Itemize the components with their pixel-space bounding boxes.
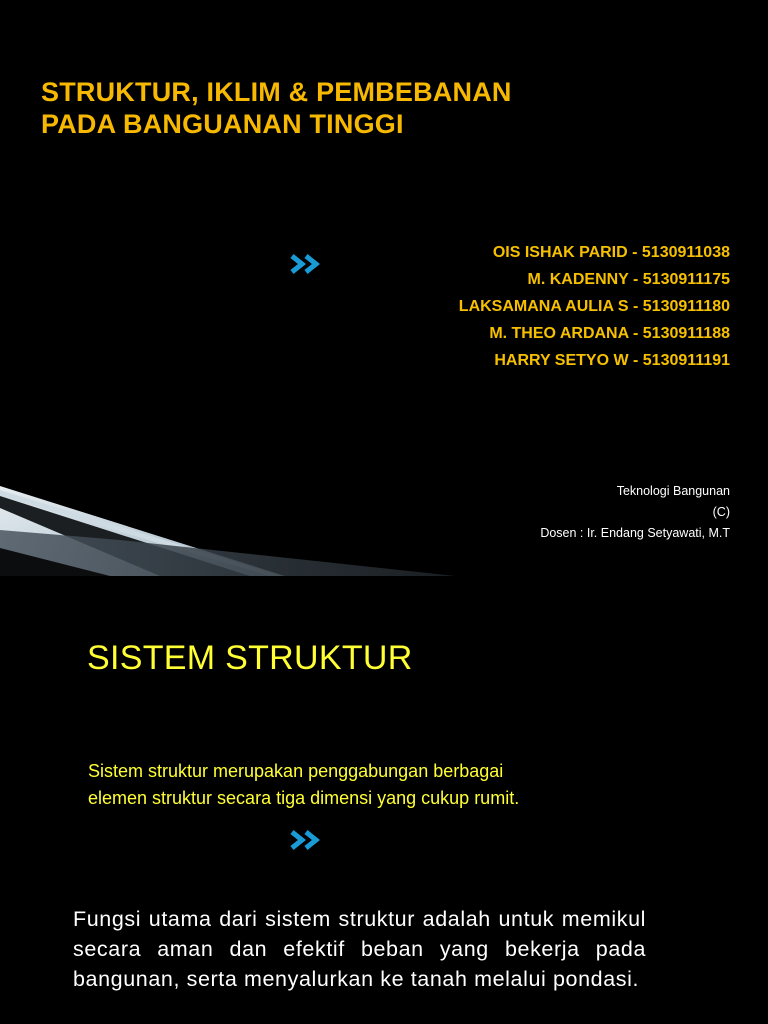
body-paragraph: Fungsi utama dari sistem struktur adalah untuk memikul secara aman dan efektif beban yang bekerja pada bangunan, serta menyalurkan ke tanah melalui pondasi. xyxy=(73,907,646,991)
author-item: HARRY SETYO W - 5130911191 xyxy=(494,352,730,369)
title-line-2: PADA BANGUANAN TINGGI xyxy=(41,109,404,139)
course-info xyxy=(540,481,730,544)
author-item: M. KADENNY - 5130911175 xyxy=(527,271,730,288)
title-line-1: STRUKTUR, IKLIM & PEMBEBANAN xyxy=(41,77,512,107)
double-chevron-right-icon xyxy=(290,830,324,850)
double-chevron-right-icon xyxy=(290,254,324,274)
content-slide xyxy=(0,586,768,1024)
course-class: (C) xyxy=(712,505,730,519)
author-list xyxy=(459,239,730,374)
author-item: M. THEO ARDANA - 5130911188 xyxy=(489,325,730,342)
intro-paragraph xyxy=(88,758,688,812)
section-title: SISTEM STRUKTUR xyxy=(87,639,413,677)
course-name: Teknologi Bangunan xyxy=(616,484,730,498)
presentation-title xyxy=(41,76,512,140)
author-item: OIS ISHAK PARID - 5130911038 xyxy=(492,244,730,261)
intro-line-2: elemen struktur secara tiga dimensi yang cukup rumit. xyxy=(88,788,520,808)
intro-line-1: Sistem struktur merupakan penggabungan berbagai xyxy=(88,761,504,781)
lecturer: Dosen : Ir. Endang Setyawati, M.T xyxy=(540,526,730,540)
author-item: LAKSAMANA AULIA S - 5130911180 xyxy=(458,298,730,315)
